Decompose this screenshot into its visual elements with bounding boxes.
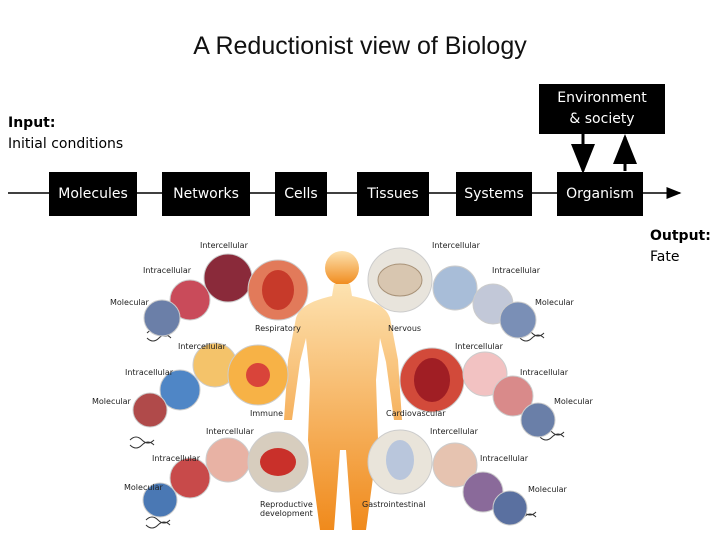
input-text: Initial conditions	[8, 136, 124, 152]
label-intercellular-6: Intercellular	[430, 427, 478, 436]
environment-line1: Environment	[557, 90, 647, 106]
label-intercellular-5: Intercellular	[455, 342, 503, 351]
label-molecular-4: Molecular	[535, 298, 574, 307]
label-nervous: Nervous	[388, 324, 422, 333]
label-intercellular-4: Intercellular	[432, 241, 480, 250]
output-text: Fate	[650, 249, 680, 265]
label-immune: Immune	[250, 409, 284, 418]
label-reproductive-2: development	[260, 509, 313, 518]
label-intracellular-5: Intracellular	[520, 368, 569, 377]
label-molecular-3: Molecular	[124, 483, 163, 492]
stage-networks: Networks	[162, 172, 250, 216]
organ-circles	[133, 254, 308, 517]
label-intracellular-2: Intracellular	[125, 368, 174, 377]
label-cardiovascular: Cardiovascular	[386, 409, 446, 418]
label-intracellular-6: Intracellular	[480, 454, 529, 463]
stage-tissues: Tissues	[357, 172, 429, 216]
label-intercellular-1: Intercellular	[200, 241, 248, 250]
label-molecular-1: Molecular	[110, 298, 149, 307]
label-reproductive-1: Reproductive	[260, 500, 313, 509]
environment-line2: & society	[569, 111, 635, 127]
output-heading: Output:	[650, 228, 711, 244]
stage-systems: Systems	[456, 172, 532, 216]
label-intercellular-3: Intercellular	[206, 427, 254, 436]
label-intercellular-2: Intercellular	[178, 342, 226, 351]
stage-cells: Cells	[275, 172, 327, 216]
label-molecular-6: Molecular	[528, 485, 567, 494]
label-molecular-2: Molecular	[92, 397, 131, 406]
label-intracellular-4: Intracellular	[492, 266, 541, 275]
stage-molecules: Molecules	[49, 172, 137, 216]
diagram-title: A Reductionist view of Biology	[193, 32, 527, 60]
label-intracellular-3: Intracellular	[152, 454, 201, 463]
input-heading: Input:	[8, 115, 56, 131]
stage-organism: Organism	[557, 172, 643, 216]
label-respiratory: Respiratory	[255, 324, 301, 333]
label-gastrointestinal: Gastrointestinal	[362, 500, 426, 509]
label-intracellular-1: Intracellular	[143, 266, 192, 275]
label-molecular-5: Molecular	[554, 397, 593, 406]
